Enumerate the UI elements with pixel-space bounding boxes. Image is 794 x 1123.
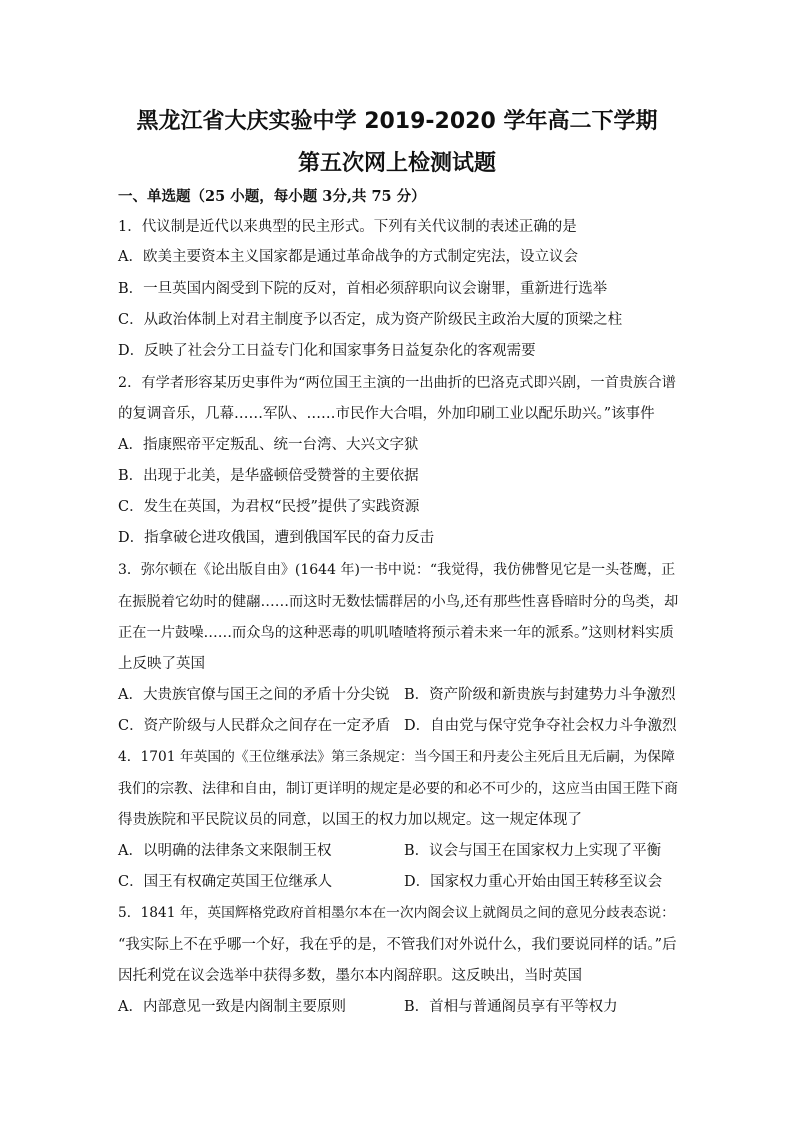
q4-stem-line2: 我们的宗教、法律和自由，制订更详明的规定是必要的和必不可少的，这应当由国王陛下商 [118, 781, 678, 797]
q1-stem: 1．代议制是近代以来典型的民主形式。下列有关代议制的表述正确的是 [118, 219, 577, 235]
q5-stem-line2: “我实际上不在乎哪一个好，我在乎的是，不管我们对外说什么，我们要说同样的话。”后 [118, 937, 677, 953]
q4-stem-line3: 得贵族院和平民院议员的同意，以国王的权力加以规定。这一规定体现了 [118, 812, 582, 828]
q3-option-a: A．大贵族官僚与国王之间的矛盾十分尖锐 [118, 687, 390, 703]
q3-stem-line1: 3．弥尔顿在《论出版自由》(1644 年)一书中说：“我觉得，我仿佛瞥见它是一头苍鹰，正 [118, 562, 676, 578]
q1-option-b: B．一旦英国内阁受到下院的反对，首相必须辞职向议会谢罪，重新进行选举 [118, 281, 608, 297]
q1-option-c: C．从政治体制上对君主制度予以否定，成为资产阶级民主政治大厦的顶梁之柱 [118, 312, 623, 328]
q5-option-a: A．内部意见一致是内阁制主要原则 [118, 999, 346, 1015]
q5-stem-line3: 因托利党在议会选举中获得多数，墨尔本内阁辞职。这反映出，当时英国 [118, 968, 582, 984]
q3-stem-line2: 在振脱着它幼时的健翮……而这时无数怯懦群居的小鸟,还有那些性喜昏暗时分的鸟类，却 [118, 594, 679, 610]
q3-option-b: B．资产阶级和新贵族与封建势力斗争激烈 [404, 687, 676, 703]
exam-title: 黑龙江省大庆实验中学 2019-2020 学年高二下学期 [136, 109, 658, 134]
q3-stem-line4: 上反映了英国 [118, 656, 205, 672]
q4-option-d: D．国家权力重心开始由国王转移至议会 [404, 874, 663, 890]
q3-option-d: D．自由党与保守党争夺社会权力斗争激烈 [404, 718, 677, 734]
q5-option-b: B．首相与普通阁员享有平等权力 [404, 999, 618, 1015]
q4-option-c: C．国王有权确定英国王位继承人 [118, 874, 333, 890]
q5-stem-line1: 5．1841 年，英国辉格党政府首相墨尔本在一次内阁会议上就阁员之间的意见分歧表态说： [118, 905, 675, 921]
q3-stem-line3: 正在一片鼓噪……而众鸟的这种恶毒的叽叽喳喳将预示着未来一年的派系。”这则材料实质 [118, 625, 674, 641]
q1-option-a: A．欧美主要资本主义国家都是通过革命战争的方式制定宪法，设立议会 [118, 249, 578, 265]
q1-option-d: D．反映了社会分工日益专门化和国家事务日益复杂化的客观需要 [118, 343, 536, 359]
q2-option-b: B．出现于北美，是华盛顿倍受赞誉的主要依据 [118, 468, 419, 484]
q4-option-b: B．议会与国王在国家权力上实现了平衡 [404, 843, 662, 859]
section-heading: 一、单选题（25 小题，每小题 3分,共 75 分） [118, 188, 426, 205]
q4-option-a: A．以明确的法律条文来限制王权 [118, 843, 332, 859]
q4-stem-line1: 4．1701 年英国的《王位继承法》第三条规定：当今国王和丹麦公主死后且无后嗣，为保障 [118, 749, 675, 765]
q2-option-c: C．发生在英国，为君权“民授”提供了实践资源 [118, 499, 420, 515]
q3-option-c: C．资产阶级与人民群众之间存在一定矛盾 [118, 718, 391, 734]
q2-stem-line2: 的复调音乐，几幕……军队、……市民作大合唱，外加印刷工业以配乐助兴。”该事件 [118, 406, 655, 422]
q2-option-d: D．指拿破仑进攻俄国，遭到俄国军民的奋力反击 [118, 530, 435, 546]
q2-stem-line1: 2．有学者形容某历史事件为“两位国王主演的一出曲折的巴洛克式即兴剧，一首贵族合谱 [118, 375, 676, 391]
q2-option-a: A．指康熙帝平定叛乱、统一台湾、大兴文字狱 [118, 437, 419, 453]
exam-subtitle: 第五次网上检测试题 [297, 151, 496, 176]
